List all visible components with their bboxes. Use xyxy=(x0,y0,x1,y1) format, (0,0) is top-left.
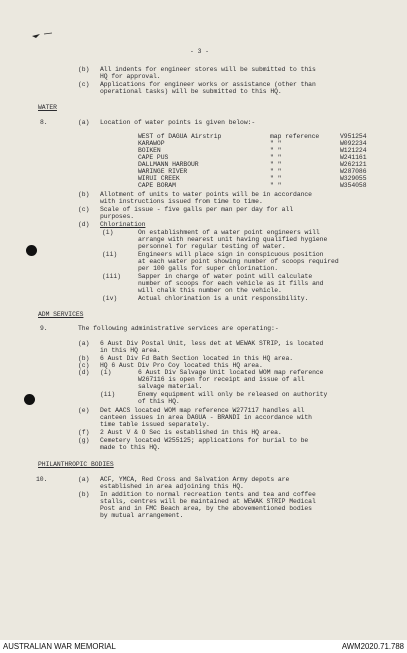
location-name: KARAWOP xyxy=(138,140,165,147)
section-heading-adm: ADM SERVICES xyxy=(38,311,84,318)
para-text: HQ for approval. xyxy=(100,73,161,80)
para-text: by mutual arrangement. xyxy=(100,512,184,519)
para-text: Applications for engineer works or assistance (other than xyxy=(100,81,316,88)
punch-hole-bottom xyxy=(24,394,35,405)
location-ref-label: map reference xyxy=(270,133,320,140)
para-text: Sapper in charge of water point will calculate xyxy=(138,273,313,280)
para-text: canteen issues in area DAGUA - BRANDI in accordance with xyxy=(100,414,312,421)
para-text: Actual chlorination is a unit responsibility. xyxy=(138,295,309,302)
subheading-chlorination: Chlorination xyxy=(100,221,146,228)
para-text: Scale of issue - five galls per man per day for all xyxy=(100,206,294,213)
para-text: Engineers will place sign in conspicuous position xyxy=(138,251,324,258)
para-label: (e) xyxy=(78,407,90,414)
para-text: Location of water points is given below:- xyxy=(100,119,256,126)
location-ref: W354058 xyxy=(340,182,367,189)
sub-label: (iv) xyxy=(102,295,118,302)
archive-footer xyxy=(0,640,407,653)
para-label: (c) xyxy=(78,206,90,213)
location-name: WIRUI CREEK xyxy=(138,175,180,182)
location-name: WARINGE RIVER xyxy=(138,168,188,175)
section-heading-water: WATER xyxy=(38,104,57,111)
para-label: (a) xyxy=(78,340,90,347)
location-ref-label: " " xyxy=(270,154,282,161)
sub-label: (iii) xyxy=(102,273,121,280)
location-ref: W092234 xyxy=(340,140,367,147)
location-ref: W262121 xyxy=(340,161,367,168)
location-ref: W287086 xyxy=(340,168,367,175)
para-number: 10. xyxy=(36,476,48,483)
location-ref-label: " " xyxy=(270,182,282,189)
location-ref-label: " " xyxy=(270,168,282,175)
para-text: 2 Aust V & O Sec is established in this HQ area. xyxy=(100,429,282,436)
para-label: (a) xyxy=(78,476,90,483)
location-ref: V951254 xyxy=(340,133,367,140)
para-text: On establishment of a water point engineers will xyxy=(138,229,320,236)
para-text: will chalk this number on the vehicle. xyxy=(138,287,282,294)
section-heading-philanthropic: PHILANTHROPIC BODIES xyxy=(38,461,114,468)
para-label: (d) xyxy=(78,221,90,228)
para-text: personnel for regular testing of water. xyxy=(138,243,286,250)
sub-label: (ii) xyxy=(102,251,118,258)
para-text: 6 Aust Div Salvage Unit located WOM map reference xyxy=(138,369,324,376)
para-text: All indents for engineer stores will be submitted to this xyxy=(100,66,316,73)
para-label: (a) xyxy=(78,119,90,126)
para-label: (b) xyxy=(78,491,90,498)
para-text: In addition to normal recreation tents and tea and coffee xyxy=(100,491,316,498)
footer-institution: AUSTRALIAN WAR MEMORIAL xyxy=(3,642,116,651)
para-text: Det AACS located WOM map reference W277117 handles all xyxy=(100,407,305,414)
para-label: (d) xyxy=(78,369,90,376)
para-text: operational tasks) will be submitted to this HQ. xyxy=(100,88,282,95)
location-ref-label: " " xyxy=(270,161,282,168)
para-text: 6 Aust Div Fd Bath Section located in this HQ area. xyxy=(100,355,294,362)
para-text: per 100 galls for super chlorination. xyxy=(138,265,279,272)
para-text: number of scoops for each vehicle as it fills and xyxy=(138,280,324,287)
page-number: - 3 - xyxy=(190,48,209,55)
para-text: with instructions issued from time to time. xyxy=(100,198,263,205)
para-text: established in area adjoining this HQ. xyxy=(100,483,244,490)
para-text: arrange with nearest unit having qualified hygiene xyxy=(138,236,328,243)
para-text: HQ 6 Aust Div Pro Coy located this HQ area. xyxy=(100,362,263,369)
para-text: Post and in FMC Beach area, by the abovementioned bodies xyxy=(100,505,312,512)
para-label: (f) xyxy=(78,429,90,436)
location-ref: W329055 xyxy=(340,175,367,182)
para-text: The following administrative services are operating:- xyxy=(78,325,279,332)
location-ref-label: " " xyxy=(270,147,282,154)
sub-label: (ii) xyxy=(100,391,116,398)
para-text: purposes. xyxy=(100,213,135,220)
para-text: of this HQ. xyxy=(138,398,180,405)
sub-label: (i) xyxy=(102,229,114,236)
punch-hole-top xyxy=(26,245,37,256)
para-text: Allotment of units to water points will be in accordance xyxy=(100,191,312,198)
para-number: 9. xyxy=(40,325,48,332)
para-label: (c) xyxy=(78,362,90,369)
para-label: (b) xyxy=(78,191,90,198)
para-label: (c) xyxy=(78,81,90,88)
para-text: Cemetery located W255125; applications for burial to be xyxy=(100,437,309,444)
location-ref-label: " " xyxy=(270,140,282,147)
para-text: 6 Aust Div Postal Unit, less det at WEWAK STRIP, is located xyxy=(100,340,324,347)
para-text: at each water point showing number of scoops required xyxy=(138,258,339,265)
para-text: ACF, YMCA, Red Cross and Salvation Army depots are xyxy=(100,476,290,483)
para-text: Enemy equipment will only be released on authority xyxy=(138,391,328,398)
footer-catalog-id: AWM2020.71.788 xyxy=(341,642,404,651)
para-text: time table issued separately. xyxy=(100,421,210,428)
para-text: W267116 is open for receipt and issue of all xyxy=(138,376,305,383)
location-name: WEST of DAGUA Airstrip xyxy=(138,133,222,140)
para-label: (b) xyxy=(78,66,90,73)
para-number: 8. xyxy=(40,119,48,126)
location-name: BOIKEN xyxy=(138,147,161,154)
location-ref: W241161 xyxy=(340,154,367,161)
location-name: CAPE PUS xyxy=(138,154,169,161)
para-label: (b) xyxy=(78,355,90,362)
para-text: in this HQ area. xyxy=(100,347,161,354)
location-name: DALLMANN HARBOUR xyxy=(138,161,199,168)
location-name: CAPE BORAM xyxy=(138,182,176,189)
location-ref-label: " " xyxy=(270,175,282,182)
para-label: (g) xyxy=(78,437,90,444)
para-text: salvage material. xyxy=(138,383,203,390)
para-text: made to this HQ. xyxy=(100,444,161,451)
location-ref: W121224 xyxy=(340,147,367,154)
sub-label: (i) xyxy=(100,369,112,376)
para-text: stalls, centres will be maintained at WEWAK STRIP Medical xyxy=(100,498,316,505)
